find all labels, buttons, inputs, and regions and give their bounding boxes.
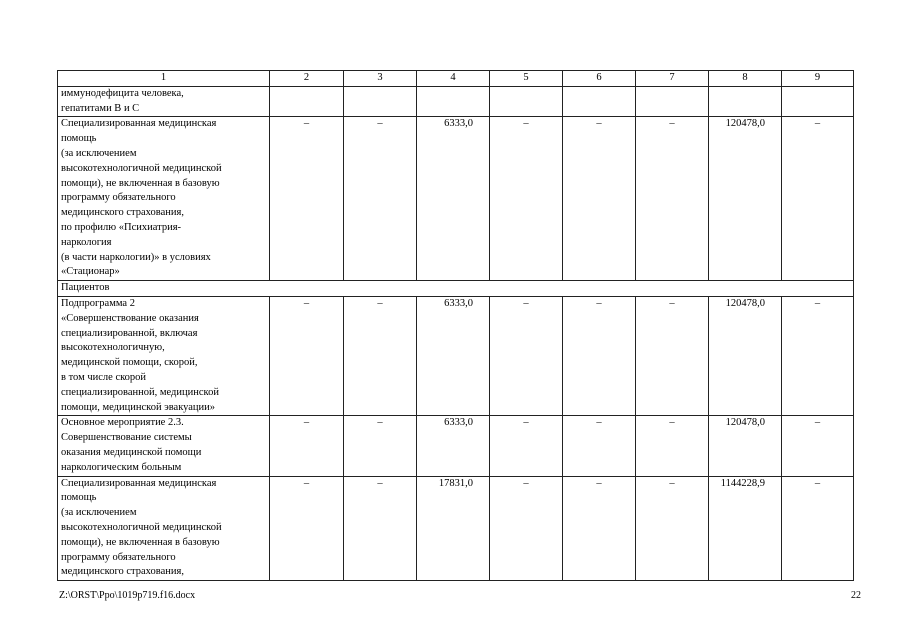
row-description: Подпрограмма 2 «Совершенствование оказания специализированной, включая высокотехнологичную, медицинской помощи, скорой, в том числе скорой специализированной, медицинской помощи, медицинской эвакуации»	[58, 296, 270, 415]
value-cell	[344, 86, 417, 117]
table-row	[58, 296, 854, 415]
table-row	[58, 117, 854, 281]
row-description: Специализированная медицинская помощь (за исключением высокотехнологичной медицинской помощи), не включенная в базовую программу обязательного медицинского страхования, по профилю «Психиатрия- наркология (в части наркологии)» в условиях «Стационар»	[58, 117, 270, 281]
footer-page-number: 22	[851, 590, 861, 601]
value-cell: –	[344, 416, 417, 476]
column-number: 7	[636, 71, 709, 87]
column-number: 6	[563, 71, 636, 87]
footer-file-path: Z:\ORST\Ppo\1019p719.f16.docx	[59, 590, 196, 601]
table-row	[58, 476, 854, 581]
value-cell: –	[270, 117, 344, 281]
value-cell: –	[563, 416, 636, 476]
value-cell: –	[490, 416, 563, 476]
value-cell: 6333,0	[417, 416, 490, 476]
data-table	[57, 70, 854, 581]
value-cell: –	[270, 296, 344, 415]
value-cell: 120478,0	[709, 117, 782, 281]
column-number: 3	[344, 71, 417, 87]
value-cell: –	[636, 476, 709, 581]
row-description: Специализированная медицинская помощь (за исключением высокотехнологичной медицинской помощи), не включенная в базовую программу обязательного медицинского страхования,	[58, 476, 270, 581]
column-number: 2	[270, 71, 344, 87]
value-cell: –	[490, 476, 563, 581]
value-cell: 17831,0	[417, 476, 490, 581]
value-cell: 120478,0	[709, 296, 782, 415]
unit-row	[58, 281, 854, 297]
table-row	[58, 86, 854, 117]
value-cell	[270, 86, 344, 117]
column-number: 5	[490, 71, 563, 87]
value-cell: –	[636, 416, 709, 476]
value-cell: –	[636, 117, 709, 281]
value-cell	[563, 86, 636, 117]
value-cell: –	[782, 416, 854, 476]
row-description: иммунодефицита человека, гепатитами В и С	[58, 86, 270, 117]
unit-label: Пациентов	[58, 281, 854, 297]
column-number: 9	[782, 71, 854, 87]
row-description: Основное мероприятие 2.3. Совершенствование системы оказания медицинской помощи наркологическим больным	[58, 416, 270, 476]
value-cell: –	[270, 476, 344, 581]
value-cell: –	[344, 117, 417, 281]
column-number: 8	[709, 71, 782, 87]
value-cell: –	[344, 476, 417, 581]
value-cell	[709, 86, 782, 117]
value-cell: –	[782, 117, 854, 281]
value-cell: –	[563, 117, 636, 281]
value-cell	[782, 86, 854, 117]
value-cell: 6333,0	[417, 296, 490, 415]
value-cell: –	[563, 296, 636, 415]
column-number: 1	[58, 71, 270, 87]
value-cell: –	[270, 416, 344, 476]
value-cell: –	[636, 296, 709, 415]
value-cell: 6333,0	[417, 117, 490, 281]
value-cell	[490, 86, 563, 117]
value-cell	[636, 86, 709, 117]
value-cell: –	[344, 296, 417, 415]
column-number-row	[58, 71, 854, 87]
value-cell: –	[782, 296, 854, 415]
value-cell: 120478,0	[709, 416, 782, 476]
column-number: 4	[417, 71, 490, 87]
value-cell: –	[563, 476, 636, 581]
value-cell	[417, 86, 490, 117]
table-row	[58, 416, 854, 476]
value-cell: –	[490, 296, 563, 415]
value-cell: –	[782, 476, 854, 581]
value-cell: 1144228,9	[709, 476, 782, 581]
value-cell: –	[490, 117, 563, 281]
